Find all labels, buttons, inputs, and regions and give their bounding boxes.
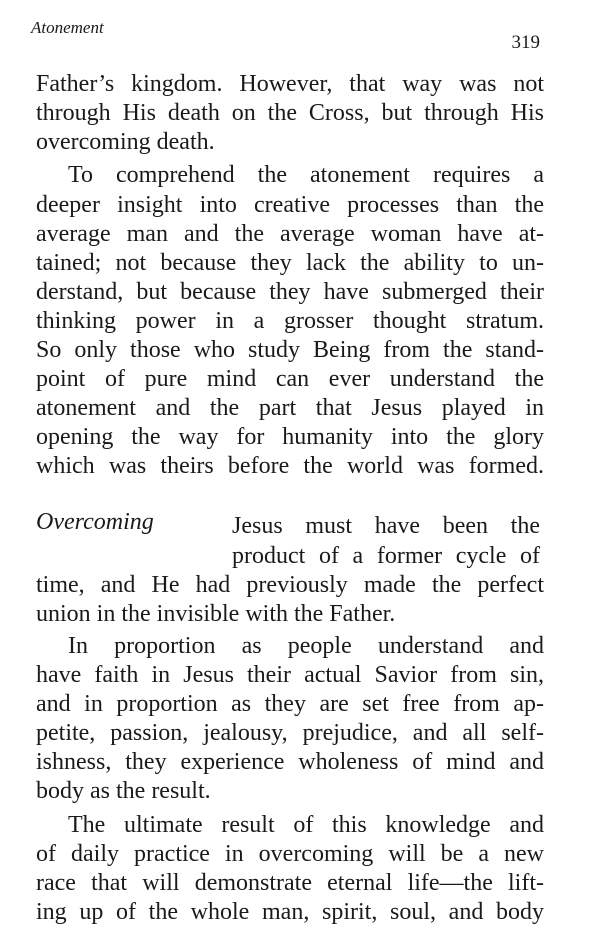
text-line: ing up of the whole man, spirit, soul, and body (36, 899, 544, 925)
text-line: To comprehend the atonement requires a (68, 162, 544, 188)
text-line: tained; not because they lack the ability to un- (36, 250, 544, 276)
text-line: body as the result. (36, 778, 211, 804)
text-line: In proportion as people understand and (68, 633, 544, 659)
text-line: through His death on the Cross, but through His (36, 100, 544, 126)
text-line: ishness, they experience wholeness of mind and (36, 749, 544, 775)
text-line: thinking power in a grosser thought stratum. (36, 308, 544, 334)
text-line: Jesus must have been the (232, 513, 540, 539)
text-line: So only those who study Being from the stand- (36, 337, 544, 363)
page-number: 319 (511, 32, 540, 53)
text-line: derstand, but because they have submerged their (36, 279, 544, 305)
text-line: product of a former cycle of (232, 543, 540, 569)
text-line: Father’s kingdom. However, that way was not (36, 71, 544, 97)
text-line: deeper insight into creative processes than the (36, 192, 544, 218)
text-line: average man and the average woman have at- (36, 221, 544, 247)
text-line: atonement and the part that Jesus played in (36, 395, 544, 421)
text-line: The ultimate result of this knowledge and (68, 812, 544, 838)
text-line: race that will demonstrate eternal life—the lift- (36, 870, 544, 896)
text-line: opening the way for humanity into the glory (36, 424, 544, 450)
text-line: petite, passion, jealousy, prejudice, and all self- (36, 720, 544, 746)
text-line: of daily practice in overcoming will be a new (36, 841, 544, 867)
running-head: Atonement (31, 18, 104, 37)
text-line: time, and He had previously made the perfect (36, 572, 544, 598)
text-line: which was theirs before the world was formed. (36, 453, 544, 479)
text-line: union in the invisible with the Father. (36, 601, 396, 627)
text-line: overcoming death. (36, 129, 215, 155)
side-heading: Overcoming (36, 509, 154, 535)
text-line: and in proportion as they are set free from ap- (36, 691, 544, 717)
text-line: have faith in Jesus their actual Savior from sin, (36, 662, 544, 688)
text-line: point of pure mind can ever understand the (36, 366, 544, 392)
